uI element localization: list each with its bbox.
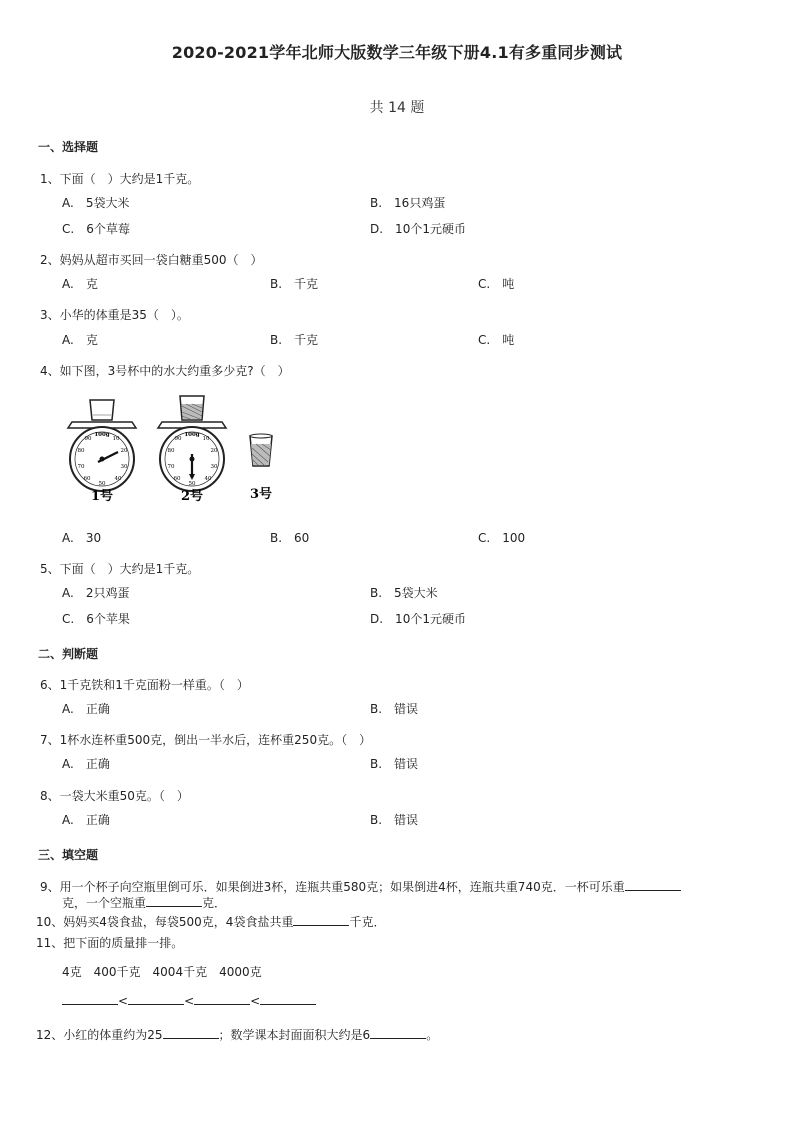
q12-blank-2[interactable]: [370, 1027, 426, 1039]
scales-figure: [60, 388, 290, 506]
q1-option-a[interactable]: A. 5袋大米: [62, 196, 130, 210]
dial-label: 100g: [184, 432, 200, 438]
q9-blank-cup[interactable]: [625, 879, 681, 891]
q8-option-a[interactable]: A. 正确: [62, 813, 110, 827]
section-heading-fill: 三、填空题: [38, 848, 99, 862]
less-than-sign: <: [250, 994, 261, 1008]
dial-label: 60: [173, 476, 181, 482]
question-4: 4、如下图，3号杯中的水大约重多少克?（ ）: [40, 364, 290, 378]
dial-label: 10: [202, 436, 210, 442]
dial-label: 20: [120, 448, 128, 454]
q2-option-a[interactable]: A. 克: [62, 277, 98, 291]
q3-option-c[interactable]: C. 吨: [478, 333, 515, 347]
dial-label: 50: [188, 481, 196, 487]
q4-option-b[interactable]: B. 60: [270, 531, 310, 545]
q12-text-mid: ；数学课本封面面积大约是6: [218, 1028, 371, 1042]
dial-label: 40: [114, 476, 122, 482]
q3-option-b[interactable]: B. 千克: [270, 333, 319, 347]
figure-label-3: 3号: [249, 487, 273, 502]
scale-2: [158, 396, 226, 504]
q1-option-d[interactable]: D. 10个1元硬币: [370, 222, 466, 236]
q8-option-b[interactable]: B. 错误: [370, 813, 419, 827]
dial-label: 60: [83, 476, 91, 482]
dial-label: 100g: [94, 432, 110, 438]
dial-label: 90: [84, 436, 92, 442]
q10-text-post: 千克．: [349, 915, 386, 929]
q9-blank-bottle[interactable]: [146, 895, 202, 907]
figure-label-2: 2号: [180, 489, 204, 504]
question-7: 7、1杯水连杯重500克，倒出一半水后，连杯重250克。（ ）: [40, 733, 372, 747]
q12-text-post: 。: [426, 1028, 439, 1042]
q11-blank-3[interactable]: [194, 993, 250, 1005]
q7-option-b[interactable]: B. 错误: [370, 757, 419, 771]
dial-label: 40: [204, 476, 212, 482]
q11-items: 4克 400千克 4004千克 4000克: [62, 965, 262, 979]
figure-label-1: 1号: [90, 489, 114, 504]
scale-1: [68, 400, 136, 504]
q12-blank-1[interactable]: [163, 1027, 219, 1039]
less-than-sign: <: [184, 994, 195, 1008]
q4-option-c[interactable]: C. 100: [478, 531, 526, 545]
dial-label: 80: [167, 448, 175, 454]
q9-text-2a: 克，一个空瓶重: [62, 896, 147, 910]
q5-option-b[interactable]: B. 5袋大米: [370, 586, 438, 600]
section-heading-choice: 一、选择题: [38, 140, 99, 154]
q5-option-d[interactable]: D. 10个1元硬币: [370, 612, 466, 626]
q11-ordering-blanks: [62, 993, 316, 1008]
q10-text: 10、妈妈买4袋食盐，每袋500克，4袋食盐共重: [36, 915, 294, 929]
question-9-line-2: [62, 894, 226, 911]
dial-label: 80: [77, 448, 85, 454]
dial-label: 30: [210, 464, 218, 470]
q9-text-2b: 克．: [202, 896, 227, 910]
question-9: [40, 878, 681, 895]
question-1: 1、下面（ ）大约是1千克。: [40, 172, 200, 186]
cup-3: [250, 434, 272, 502]
q10-blank[interactable]: [293, 914, 349, 926]
q11-blank-1[interactable]: [62, 993, 118, 1005]
dial-label: 10: [112, 436, 120, 442]
document-title: 2020-2021学年北师大版数学三年级下册4.1有多重同步测试: [171, 43, 623, 62]
q11-blank-2[interactable]: [128, 993, 184, 1005]
question-5: 5、下面（ ）大约是1千克。: [40, 562, 200, 576]
dial-label: 30: [120, 464, 128, 470]
q12-text: 12、小红的体重约为25: [36, 1028, 163, 1042]
q3-option-a[interactable]: A. 克: [62, 333, 98, 347]
q1-option-b[interactable]: B. 16只鸡蛋: [370, 196, 446, 210]
question-count: 共 14 题: [369, 100, 425, 116]
q4-option-a[interactable]: A. 30: [62, 531, 102, 545]
question-6: 6、1千克铁和1千克面粉一样重。（ ）: [40, 678, 249, 692]
q9-text: 9、用一个杯子向空瓶里倒可乐．如果倒进3杯，连瓶共重580克；如果倒进4杯，连瓶共重740克．一杯可乐重: [40, 880, 625, 894]
dial-label: 90: [174, 436, 182, 442]
q6-option-b[interactable]: B. 错误: [370, 702, 419, 716]
dial-label: 70: [77, 464, 85, 470]
q6-option-a[interactable]: A. 正确: [62, 702, 110, 716]
q2-option-b[interactable]: B. 千克: [270, 277, 319, 291]
q11-blank-4[interactable]: [260, 993, 316, 1005]
q7-option-a[interactable]: A. 正确: [62, 757, 110, 771]
q1-option-c[interactable]: C. 6个草莓: [62, 222, 130, 236]
q2-option-c[interactable]: C. 吨: [478, 277, 515, 291]
dial-label: 70: [167, 464, 175, 470]
section-heading-judge: 二、判断题: [38, 647, 99, 661]
question-10: [36, 913, 385, 930]
question-2: 2、妈妈从超市买回一袋白糖重500（ ）: [40, 253, 263, 267]
question-3: 3、小华的体重是35（ ）。: [40, 308, 189, 322]
dial-label: 50: [98, 481, 106, 487]
question-11: 11、把下面的质量排一排。: [36, 936, 184, 950]
question-8: 8、一袋大米重50克。（ ）: [40, 789, 189, 803]
question-12: [36, 1026, 438, 1043]
q5-option-c[interactable]: C. 6个苹果: [62, 612, 130, 626]
less-than-sign: <: [118, 994, 129, 1008]
dial-label: 20: [210, 448, 218, 454]
q5-option-a[interactable]: A. 2只鸡蛋: [62, 586, 130, 600]
